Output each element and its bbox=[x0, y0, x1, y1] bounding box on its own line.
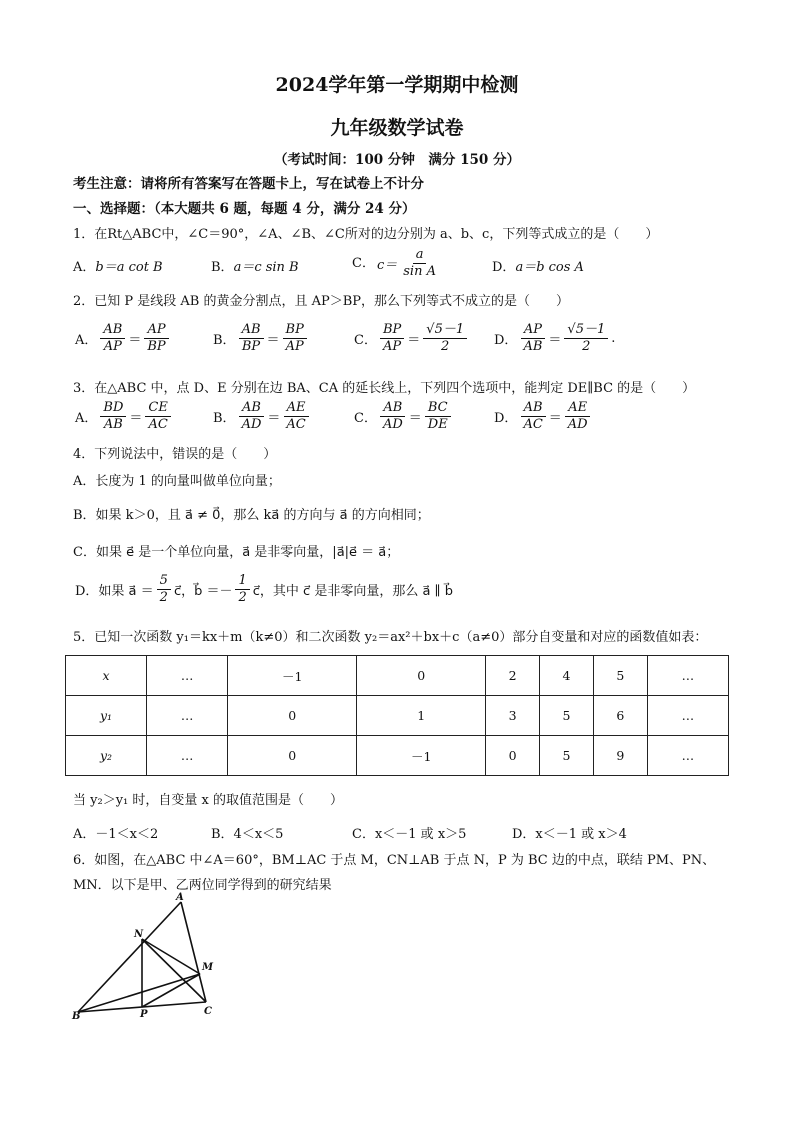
table-cell: 0 bbox=[486, 736, 540, 776]
table-row bbox=[66, 696, 729, 736]
table-cell: … bbox=[647, 656, 728, 696]
q1-option-c: C． c＝ $\frac{a}{\text{sin A}}$ bbox=[352, 247, 436, 279]
label-n: N bbox=[134, 929, 144, 940]
table-cell: －1 bbox=[228, 656, 357, 696]
label-m: M bbox=[202, 962, 214, 973]
table-cell: 1 bbox=[357, 696, 486, 736]
q2-option-c: C． $\frac{BP}{AP}$ ＝ $\frac{√5-1}{2}$ bbox=[352, 322, 468, 355]
table-cell: 3 bbox=[486, 696, 540, 736]
q5-stem: 5．已知一次函数 y₁＝kx＋m（k≠0）和二次函数 y₂＝ax²＋bx＋c（a≠0）部分自变量和对应的函数值如表： bbox=[73, 630, 708, 645]
label-c: C bbox=[204, 1006, 212, 1017]
q2-option-d: D． $\frac{AP}{AB}$ ＝ $\frac{√5-1}{2}$ . bbox=[494, 322, 616, 354]
q3-options bbox=[73, 400, 733, 440]
exam-title: 2024学年第一学期期中检测 bbox=[275, 74, 519, 96]
q2-options bbox=[73, 322, 733, 362]
q1-option-a: A．b＝a cot B bbox=[73, 260, 163, 275]
q4-option-a: A．长度为 1 的向量叫做单位向量； bbox=[73, 474, 281, 489]
q2-option-b: B． $\frac{AB}{BP}$ ＝ $\frac{BP}{AP}$ bbox=[211, 322, 308, 355]
q1-option-b: B．a＝c sin B bbox=[211, 260, 299, 275]
table-cell: … bbox=[147, 736, 228, 776]
q3-option-c: C． $\frac{AB}{AD}$ ＝ $\frac{BC}{DE}$ bbox=[352, 400, 452, 433]
label-b: B bbox=[72, 1011, 81, 1020]
q3-option-a: A． $\frac{BD}{AB}$ ＝ $\frac{CE}{AC}$ bbox=[73, 400, 172, 433]
table-cell: 2 bbox=[486, 656, 540, 696]
q4-option-b: B．如果 k＞0，且 a⃗ ≠ 0⃗，那么 ka⃗ 的方向与 a⃗ 的方向相同； bbox=[73, 508, 430, 523]
q3-option-d: D． $\frac{AB}{AC}$ ＝ $\frac{AE}{AD}$ bbox=[492, 400, 592, 433]
q5-option-d: D．x＜－1 或 x＞4 bbox=[512, 827, 627, 842]
q6-stem-line1: 6．如图，在△ABC 中∠A＝60°，BM⊥AC 于点 M，CN⊥AB 于点 N，P 为 BC 边的中点，联结 PM、PN、 bbox=[73, 853, 716, 868]
q1-stem: 1．在Rt△ABC中，∠C＝90°，∠A、∠B、∠C所对的边分别为 a、b、c，下列等式成立的是（ ） bbox=[73, 227, 659, 242]
table-cell: 0 bbox=[228, 736, 357, 776]
segment-cn bbox=[142, 939, 206, 1002]
table-cell: … bbox=[147, 656, 228, 696]
exam-info: （考试时间：100 分钟 满分 150 分） bbox=[274, 152, 520, 168]
table-row bbox=[66, 656, 729, 696]
q5-option-c: C．x＜－1 或 x＞5 bbox=[352, 827, 467, 842]
q5-options bbox=[73, 823, 733, 843]
q3-option-b: B． $\frac{AB}{AD}$ ＝ $\frac{AE}{AC}$ bbox=[211, 400, 310, 433]
table-cell: 0 bbox=[357, 656, 486, 696]
table-cell: … bbox=[647, 696, 728, 736]
q1-options bbox=[73, 247, 723, 287]
q5-option-a: A．－1＜x＜2 bbox=[73, 827, 159, 842]
table-cell: 5 bbox=[540, 696, 594, 736]
table-cell: … bbox=[147, 696, 228, 736]
table-cell: y₂ bbox=[66, 736, 147, 776]
section-heading: 一、选择题：（本大题共 6 题，每题 4 分，满分 24 分） bbox=[73, 201, 416, 217]
triangle-figure bbox=[66, 890, 226, 1020]
table-row bbox=[66, 736, 729, 776]
table-cell: 4 bbox=[540, 656, 594, 696]
q4-option-c: C．如果 e⃗ 是一个单位向量，a⃗ 是非零向量，|a⃗|e⃗ ＝ a⃗； bbox=[73, 545, 400, 560]
q5-question: 当 y₂＞y₁ 时，自变量 x 的取值范围是（ ） bbox=[73, 793, 343, 808]
label-a: A bbox=[176, 892, 184, 903]
table-cell: … bbox=[647, 736, 728, 776]
q1-option-d: D．a＝b cos A bbox=[492, 260, 584, 275]
segment-pm bbox=[142, 974, 200, 1007]
table-cell: y₁ bbox=[66, 696, 147, 736]
table-cell: 6 bbox=[593, 696, 647, 736]
exam-subtitle: 九年级数学试卷 bbox=[330, 117, 464, 139]
q5-option-b: B．4＜x＜5 bbox=[211, 827, 284, 842]
q6-stem-line2: MN．以下是甲、乙两位同学得到的研究结果 bbox=[73, 878, 332, 893]
q4-stem: 4．下列说法中，错误的是（ ） bbox=[73, 447, 277, 462]
q5-value-table bbox=[65, 655, 729, 776]
q3-stem: 3．在△ABC 中，点 D、E 分别在边 BA、CA 的延长线上，下列四个选项中，能判定 DE∥BC 的是（ ） bbox=[73, 381, 696, 396]
q4-option-d bbox=[73, 573, 733, 613]
candidate-notice: 考生注意：请将所有答案写在答题卡上，写在试卷上不计分 bbox=[73, 176, 424, 192]
label-p: P bbox=[140, 1009, 148, 1020]
q2-stem: 2．已知 P 是线段 AB 的黄金分割点，且 AP＞BP，那么下列等式不成立的是（ ） bbox=[73, 294, 570, 309]
q4-option-d-expr: D．如果 a⃗ ＝ $\frac{5}{2}$ c⃗，b⃗ ＝－ $\frac{1}{2}$ c⃗，其中 c⃗ 是非零向量，那么 a⃗ ∥ b⃗ bbox=[75, 573, 453, 605]
table-cell: 5 bbox=[593, 656, 647, 696]
table-cell: x bbox=[66, 656, 147, 696]
table-cell: 0 bbox=[228, 696, 357, 736]
q2-option-a: A． $\frac{AB}{AP}$ ＝ $\frac{AP}{BP}$ bbox=[73, 322, 170, 355]
side-ac bbox=[181, 902, 206, 1002]
table-cell: －1 bbox=[357, 736, 486, 776]
table-cell: 5 bbox=[540, 736, 594, 776]
table-cell: 9 bbox=[593, 736, 647, 776]
